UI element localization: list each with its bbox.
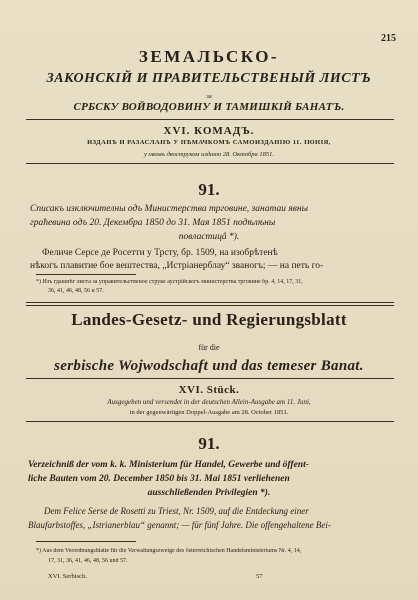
german-number: 91. bbox=[198, 434, 220, 453]
cyrillic-title-line1: ЗЕМАЛЬСКО- bbox=[138, 47, 280, 66]
divider bbox=[26, 163, 394, 164]
cyrillic-title-line3: СРБСКУ ВОЙВОДОВИНУ И ТАМИШКІЙ БАНАТЪ. bbox=[73, 101, 345, 113]
cyrillic-issue: XVI. КОМАДЪ. bbox=[163, 125, 255, 137]
german-title-fur-die: für die bbox=[198, 343, 220, 352]
cyrillic-heading-line1: Списакъ изключителны одъ Министерства трговине, занатаи явны bbox=[30, 204, 309, 214]
divider bbox=[26, 119, 394, 120]
cyrillic-heading-line2: граћевина одъ 20. Декембра 1850 до 31. Мая 1851 подѣлѣны bbox=[30, 218, 276, 228]
german-body-line1: Dem Felice Serse de Rosetti zu Triest, Nr. 1509, auf die Entdeckung einer bbox=[44, 506, 309, 516]
footnote-separator bbox=[36, 274, 136, 275]
german-heading-line3: ausschließenden Privilegien *). bbox=[147, 488, 271, 498]
divider bbox=[26, 421, 394, 422]
signature-mark: XVI. Serbisch. bbox=[48, 573, 87, 580]
german-heading-line2: liche Bauten vom 20. December 1850 bis 31. Mai 1851 verliehenen bbox=[28, 474, 290, 484]
cyrillic-body-line2: нѣкогъ плавитие бое вештества, „Истріанерблау“ званогъ; — на петь го- bbox=[30, 261, 324, 271]
german-title-line1: Landes-Gesetz- und Regierungsblatt bbox=[71, 310, 347, 329]
german-issue: XVI. Stück. bbox=[178, 384, 240, 396]
german-body-line2: Blaufarbstoffes, „Istrianerblau“ genannt; — für fünf Jahre. Die offengehaltene Bei- bbox=[28, 520, 331, 530]
cyrillic-heading-line3: повластицâ *). bbox=[178, 232, 240, 242]
german-title-line2: serbische Wojwodschaft und das temeser Banat. bbox=[54, 358, 364, 374]
cyrillic-title-za: за bbox=[206, 93, 212, 100]
cyrillic-twin-edition: у овомъ двоструком изданю 28. Октобра 1851. bbox=[143, 151, 275, 158]
german-issued-line: Ausgegeben und versendet in der deutschen Allein-Ausgabe am 11. Juni, bbox=[107, 398, 311, 406]
cyrillic-footnote-line1: *) Изъ гдашнѣг листа за управительственое струке аустрійскогъ министерства трговине бр. 4, 14, 17, 31, bbox=[36, 279, 303, 285]
sheet-number: 57 bbox=[256, 573, 263, 580]
cyrillic-title-line2: ЗАКОНСКІЙ И ПРАВИТЕЛЬСТВЕНЫЙ ЛИСТЪ bbox=[46, 71, 372, 86]
german-heading-line1: Verzeichniß der vom k. k. Ministerium für Handel, Gewerbe und öffent- bbox=[28, 460, 309, 470]
cyrillic-number: 91. bbox=[198, 180, 220, 199]
section-divider bbox=[26, 305, 394, 306]
section-divider bbox=[26, 302, 394, 303]
german-footnote-line1: *) Aus dem Verordnungsblatte für die Verwaltungszweige des österreichischen Handelsministeriums Nr. 4, 14, bbox=[36, 548, 302, 554]
german-twin-edition: in der gegenwärtigen Doppel-Ausgabe am 28. October 1851. bbox=[129, 409, 289, 416]
cyrillic-body-line1: Феличе Серсе де Росетти у Трсту, бр. 1509, на изобрѣтенѣ bbox=[42, 248, 278, 258]
page-number: 215 bbox=[381, 33, 396, 44]
german-footnote-line2: 17, 31, 36, 41, 46, 48, 56 und 57. bbox=[48, 558, 128, 564]
cyrillic-issued-line: ИЗДАНЪ И РАЗАСЛАНЪ У НѢМАЧКОМЪ САМОИЗДАНІЮ 11. ІЮНІЯ, bbox=[87, 139, 331, 146]
footnote-separator bbox=[36, 541, 136, 542]
cyrillic-footnote-line2: 36, 41, 46, 48, 56 и 57. bbox=[48, 288, 104, 294]
divider bbox=[26, 378, 394, 379]
